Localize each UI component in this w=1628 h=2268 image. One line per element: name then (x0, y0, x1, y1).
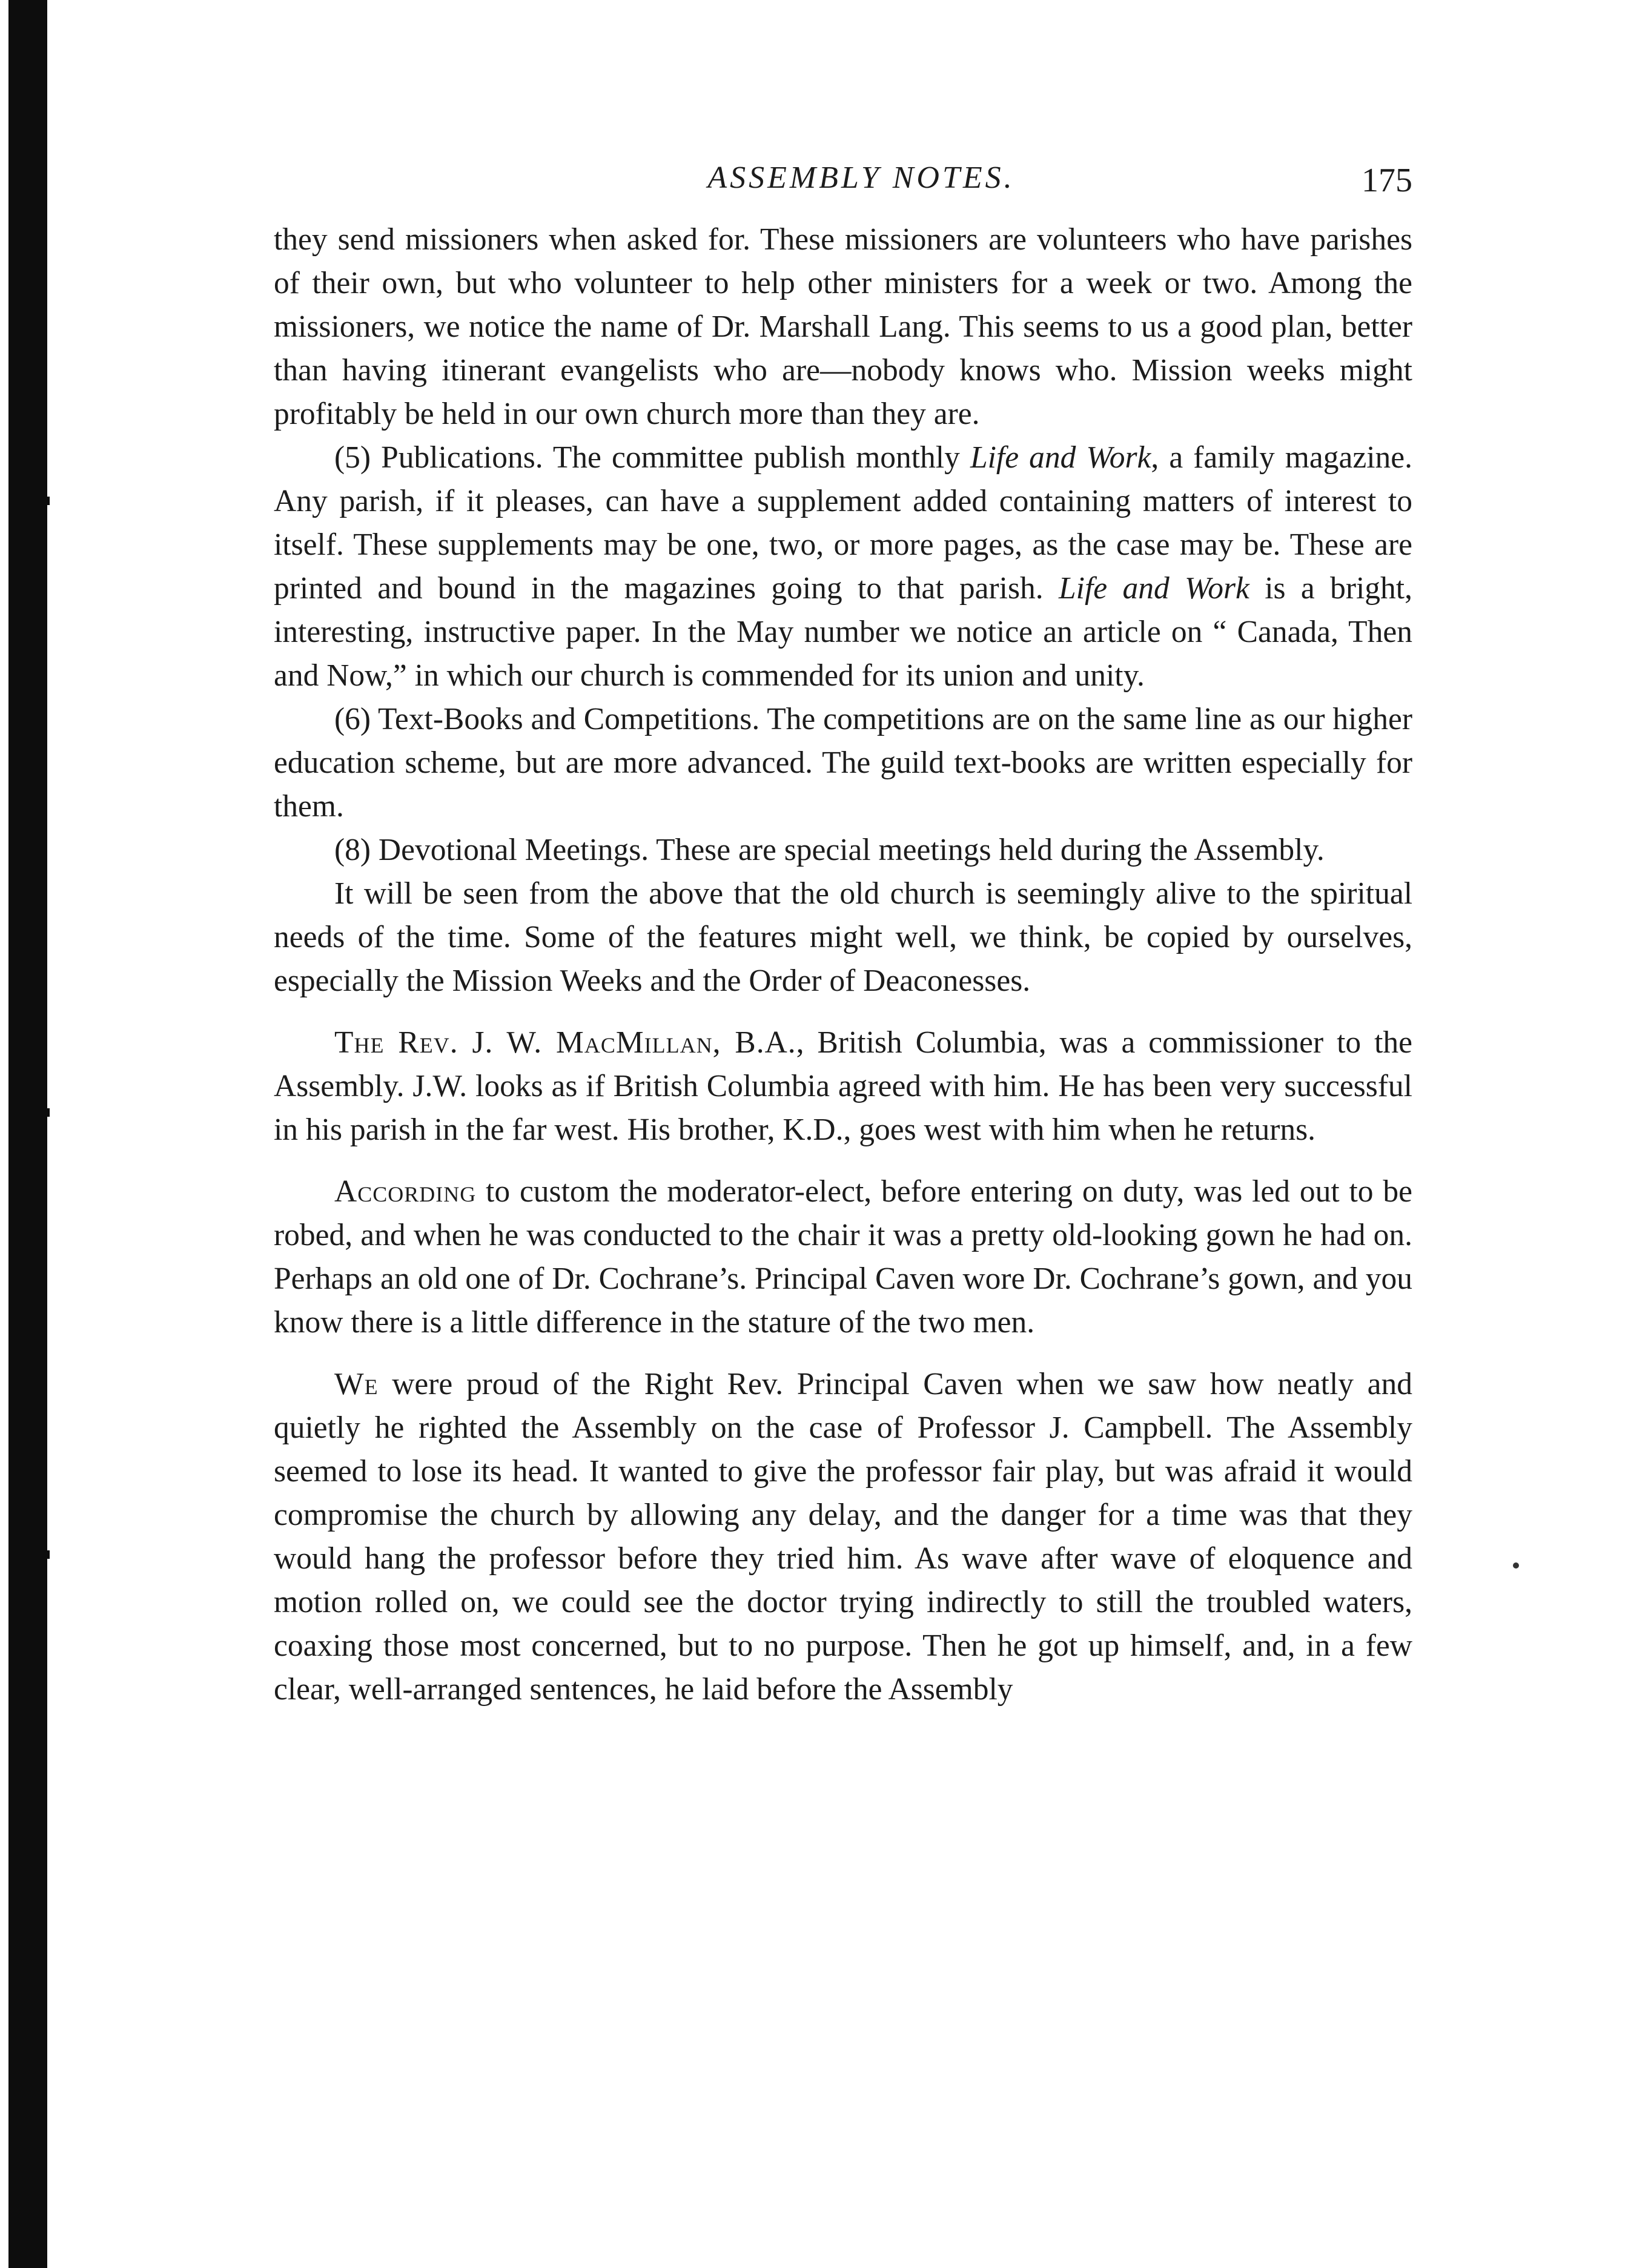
page-number: 175 (1362, 162, 1412, 199)
paragraph (274, 698, 1412, 828)
paragraph (274, 1363, 1412, 1711)
running-head (274, 151, 1412, 218)
italic-title: Life and Work (970, 440, 1151, 475)
paragraph (274, 1170, 1412, 1344)
scan-binding-notch (45, 497, 50, 505)
small-caps-lead: We (334, 1367, 379, 1401)
running-title: ASSEMBLY NOTES. (707, 160, 1015, 195)
scan-speck (1513, 1562, 1519, 1569)
text-run: , a family magazine. Any parish, if it pleases, can have a supplement added containing matters of interest to itself. These supplements may be one, two, or more pages, as the case may be. These are printed and bound in the magazines going to that parish. (274, 440, 1412, 606)
body-text (274, 218, 1412, 1711)
paragraph (274, 436, 1412, 698)
scan-binding-edge (8, 0, 47, 2268)
text-run: It will be seen from the above that the old church is seemingly alive to the spiritual needs of the time. Some of the features might well, we think, be copied by ourselves, especially the Mission Weeks and the Order of Deaconesses. (274, 876, 1412, 998)
scan-binding-notch (45, 1108, 50, 1117)
text-run: is a bright, interesting, instructive paper. In the May number we notice an article on “ Canada, Then and Now,” in which our church is commended for its union and unity. (274, 571, 1412, 693)
text-run: to custom the moderator-elect, before entering on duty, was led out to be robed, and when he was conducted to the chair it was a pretty old-looking gown he had on. Perhaps an old one of Dr. Cochrane’s. Principal Caven wore Dr. Cochrane’s gown, and you know there is a little difference in the stature of the two men. (274, 1174, 1412, 1340)
paragraph (274, 218, 1412, 436)
text-run: (5) Publications. The committee publish monthly (334, 440, 970, 475)
paragraph (274, 872, 1412, 1003)
text-run: , British Columbia, was a commissioner to the Assembly. J.W. looks as if British Columbia agreed with him. He has been very successful in his parish in the far west. His brother, K.D., goes west with him when he returns. (274, 1025, 1412, 1147)
scan-binding-notch (45, 1550, 50, 1559)
text-run: (6) Text-Books and Competitions. The competitions are on the same line as our higher education scheme, but are more advanced. The guild text-books are written especially for them. (274, 702, 1412, 824)
book-page (274, 151, 1412, 1711)
text-run: (8) Devotional Meetings. These are special meetings held during the Assembly. (334, 833, 1325, 867)
paragraph (274, 1021, 1412, 1152)
small-caps-lead: According (334, 1174, 477, 1209)
text-run: they send missioners when asked for. These missioners are volunteers who have parishes of their own, but who volunteer to help other ministers for a week or two. Among the missioners, we notice the name of Dr. Marshall Lang. This seems to us a good plan, better than having itinerant evangelists who are—nobody knows who. Mission weeks might profitably be held in our own church more than they are. (274, 222, 1412, 431)
text-run: were proud of the Right Rev. Principal Caven when we saw how neatly and quietly he righted the Assembly on the case of Professor J. Campbell. The Assembly seemed to lose its head. It wanted to give the professor fair play, but was afraid it would compromise the church by allowing any delay, and the danger for a time was that they would hang the professor before they tried him. As wave after wave of eloquence and motion rolled on, we could see the doctor trying indirectly to still the troubled waters, coaxing those most concerned, but to no purpose. Then he got up himself, and, in a few clear, well-arranged sentences, he laid before the Assembly (274, 1367, 1412, 1707)
small-caps-lead: The Rev. J. W. MacMillan, B.A. (334, 1025, 796, 1060)
paragraph (274, 828, 1412, 872)
italic-title: Life and Work (1059, 571, 1249, 606)
